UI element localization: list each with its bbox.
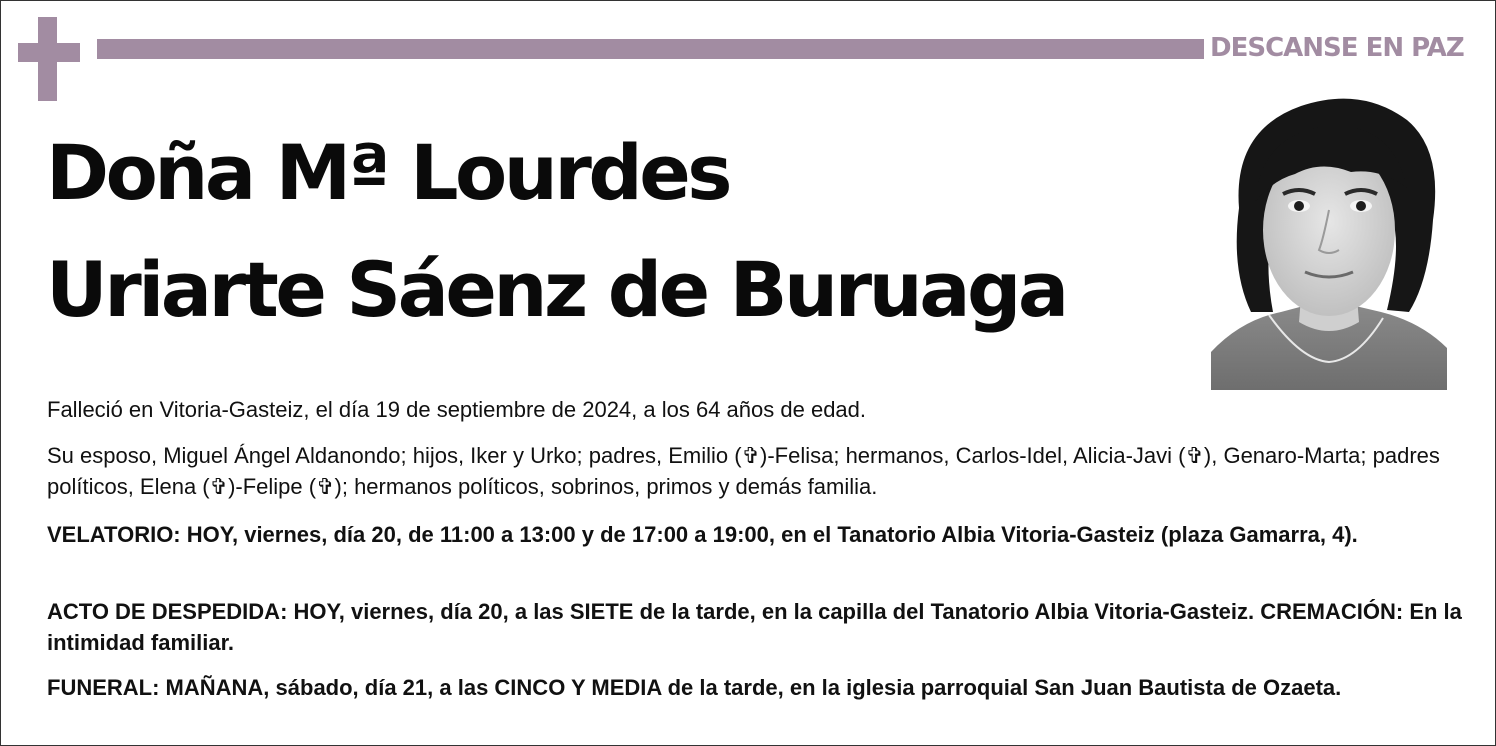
tagline: DESCANSE EN PAZ xyxy=(1210,33,1464,63)
header-rule xyxy=(97,39,1204,59)
farewell-details: ACTO DE DESPEDIDA: HOY, viernes, día 20, a las SIETE de la tarde, en la capilla del Tanatorio Albia Vitoria-Gasteiz. CREMACIÓN: En la intimidad familiar. xyxy=(47,599,1462,655)
latin-cross-icon xyxy=(18,17,82,101)
death-notice: Falleció en Vitoria-Gasteiz, el día 19 de septiembre de 2024, a los 64 años de edad. xyxy=(47,397,867,422)
deceased-name-line1: Doña Mª Lourdes xyxy=(46,128,730,217)
portrait-photo-icon xyxy=(1211,90,1447,390)
portrait-photo xyxy=(1211,90,1447,390)
deceased-name-line2: Uriarte Sáenz de Buruaga xyxy=(46,245,1066,334)
family-list: Su esposo, Miguel Ángel Aldanondo; hijos, Iker y Urko; padres, Emilio (✞)-Felisa; hermanos, Carlos-Idel, Alicia-Javi (✞), Genaro-Marta; padres políticos, Elena (✞)-Felipe (✞); hermanos políticos, sobrinos, primos y demás familia. xyxy=(47,443,1440,499)
funeral-details: FUNERAL: MAÑANA, sábado, día 21, a las CINCO Y MEDIA de la tarde, en la iglesia parroquial San Juan Bautista de Ozaeta. xyxy=(47,675,1342,700)
wake-details: VELATORIO: HOY, viernes, día 20, de 11:00 a 13:00 y de 17:00 a 19:00, en el Tanatorio Albia Vitoria-Gasteiz (plaza Gamarra, 4). xyxy=(47,522,1358,547)
